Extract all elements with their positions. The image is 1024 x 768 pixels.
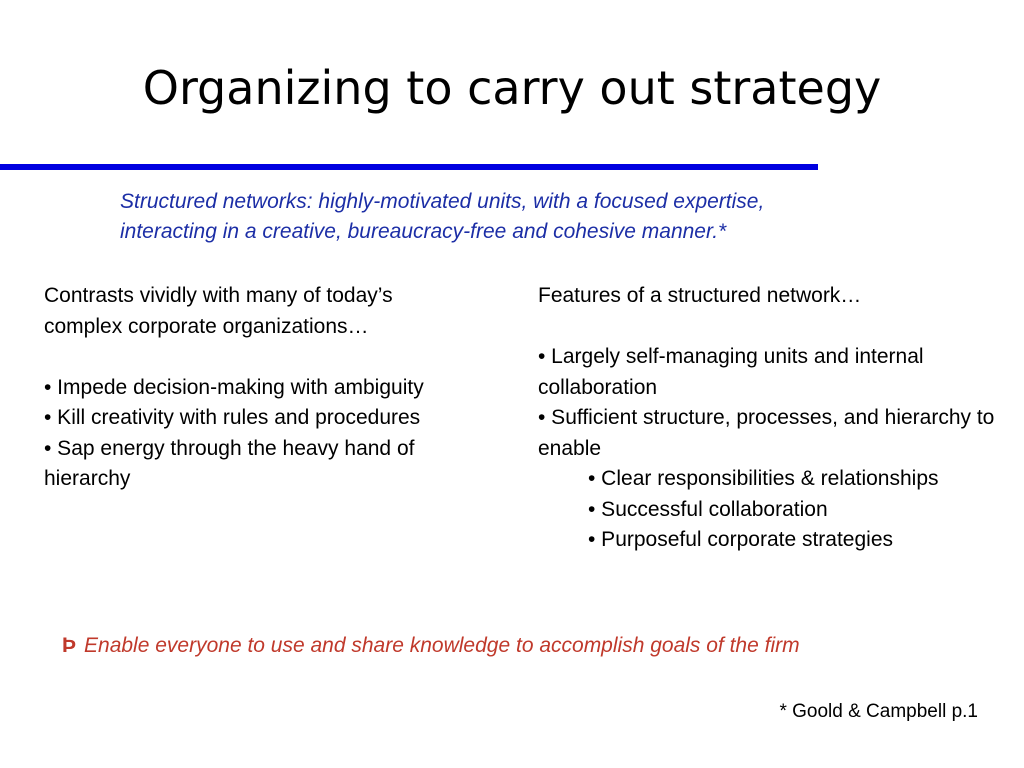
- right-column: [538, 281, 998, 556]
- arrow-icon: Þ: [62, 634, 77, 657]
- left-intro: Contrasts vividly with many of today’s complex corporate organizations…: [44, 284, 393, 338]
- slide-title: Organizing to carry out strategy: [142, 61, 882, 115]
- subtitle: [120, 187, 940, 247]
- right-sub-bullet-2: • Successful collaboration: [588, 497, 828, 521]
- callout: [62, 631, 1012, 661]
- title-divider: [0, 164, 818, 170]
- spacer: [538, 312, 998, 343]
- left-column: [44, 281, 444, 495]
- right-intro: Features of a structured network…: [538, 284, 862, 307]
- left-bullet-2: • Kill creativity with rules and procedures: [44, 406, 421, 429]
- right-sub-bullet-3: • Purposeful corporate strategies: [588, 528, 894, 551]
- right-bullet-1: • Largely self-managing units and internal collaboration: [538, 345, 924, 399]
- citation: * Goold & Campbell p.1: [779, 701, 978, 722]
- subtitle-line-2: interacting in a creative, bureaucracy-free and cohesive manner.*: [120, 220, 727, 243]
- subtitle-line-1: Structured networks: highly-motivated units, with a focused expertise,: [120, 190, 765, 213]
- right-bullet-2: • Sufficient structure, processes, and hierarchy to enable: [538, 406, 995, 460]
- right-sub-bullet-1: • Clear responsibilities & relationships: [588, 467, 939, 490]
- spacer: [44, 342, 444, 373]
- callout-text: Enable everyone to use and share knowledge to accomplish goals of the firm: [84, 634, 800, 657]
- left-bullet-3: • Sap energy through the heavy hand of hierarchy: [44, 436, 415, 490]
- left-bullet-1: • Impede decision-making with ambiguity: [44, 375, 424, 399]
